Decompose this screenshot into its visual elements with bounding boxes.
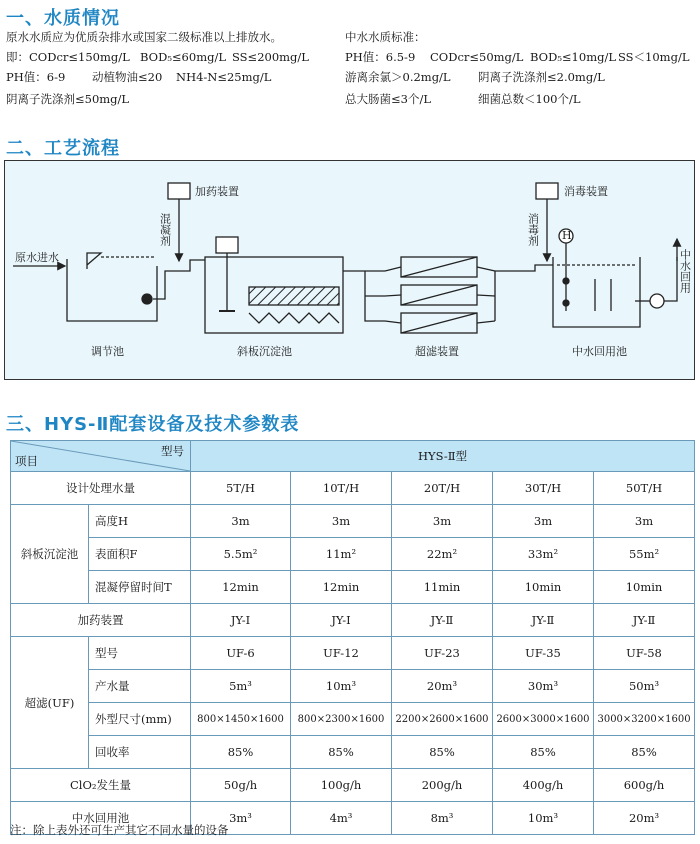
- reuse-chlorine: 游离余氯＞0.2mg/L: [345, 70, 451, 84]
- process-flow-svg: [5, 161, 696, 381]
- row-label: 设计处理水量: [11, 472, 191, 505]
- row-label: 型号: [89, 637, 191, 670]
- table-row: [11, 769, 695, 802]
- reuse-bod: BOD₅≤10mg/L: [530, 50, 616, 64]
- table-row: [11, 670, 695, 703]
- group-label-uf: 超滤(UF): [11, 637, 89, 769]
- table-row: [11, 538, 695, 571]
- reuse-cod: CODcr≤50mg/L: [430, 50, 524, 64]
- disinfect-box: [536, 183, 558, 199]
- table-row: [11, 505, 695, 538]
- table-cell: 50g/h: [191, 769, 291, 802]
- table-cell: 30m³: [493, 670, 594, 703]
- table-cell: 200g/h: [392, 769, 493, 802]
- table-cell: 4m³: [291, 802, 392, 835]
- table-cell: 10T/H: [291, 472, 392, 505]
- table-cell: UF-12: [291, 637, 392, 670]
- row-label: 加药装置: [11, 604, 191, 637]
- footnote: 注：除上表外还可生产其它不同水量的设备: [10, 823, 229, 837]
- table-cell: 20m³: [594, 802, 695, 835]
- table-cell: 5m³: [191, 670, 291, 703]
- table-cell: 10m³: [493, 802, 594, 835]
- tank1-label: 调节池: [91, 345, 124, 358]
- table-cell: 33m²: [493, 538, 594, 571]
- section-1-title: 一、水质情况: [6, 8, 120, 29]
- disinfect-device-label: 消毒装置: [564, 185, 608, 198]
- tank4-label: 中水回用池: [572, 345, 627, 358]
- header-model-name: HYS-Ⅱ型: [191, 441, 695, 472]
- table-cell: UF-23: [392, 637, 493, 670]
- table-cell: 85%: [291, 736, 392, 769]
- table-cell: 800×2300×1600: [291, 703, 392, 736]
- table-cell: UF-35: [493, 637, 594, 670]
- table-row: [11, 604, 695, 637]
- table-cell: 12min: [191, 571, 291, 604]
- table-cell: 20m³: [392, 670, 493, 703]
- table-cell: 85%: [493, 736, 594, 769]
- table-row: [11, 571, 695, 604]
- tank3-label: 超滤装置: [415, 345, 459, 358]
- raw-water-intro: 原水水质应为优质杂排水或国家二级标准以上排放水。: [6, 30, 282, 44]
- process-flow-diagram: [4, 160, 695, 380]
- table-cell: JY-Ⅱ: [392, 604, 493, 637]
- header-model-label: 型号: [161, 444, 184, 458]
- coagulant-label: 混凝剂: [158, 213, 172, 246]
- table-cell: 3m: [392, 505, 493, 538]
- group-label-settling: 斜板沉淀池: [11, 505, 89, 604]
- row-label: 表面积F: [89, 538, 191, 571]
- uf-out-pipe: [495, 265, 553, 271]
- table-cell: 2200×2600×1600: [392, 703, 493, 736]
- table-cell: 3m³: [191, 802, 291, 835]
- table-cell: 600g/h: [594, 769, 695, 802]
- table-cell: 800×1450×1600: [191, 703, 291, 736]
- table-cell: 8m³: [392, 802, 493, 835]
- adjust-tank: [67, 259, 157, 321]
- table-cell: 50T/H: [594, 472, 695, 505]
- table-cell: 2600×3000×1600: [493, 703, 594, 736]
- table-cell: 3m: [291, 505, 392, 538]
- table-row: [11, 637, 695, 670]
- reuse-ph: PH值：6.5-9: [345, 50, 416, 64]
- table-cell: 85%: [594, 736, 695, 769]
- row-label: 高度H: [89, 505, 191, 538]
- spec-table: [10, 440, 695, 835]
- pump-icon: [142, 294, 152, 304]
- reuse-out-label: 中水回用: [678, 249, 692, 293]
- inclined-plates: [249, 287, 339, 305]
- table-row: [11, 472, 695, 505]
- header-diagonal-cell: [11, 441, 191, 472]
- table-cell: 10m³: [291, 670, 392, 703]
- header-item-label: 项目: [15, 454, 38, 468]
- table-cell: UF-58: [594, 637, 695, 670]
- dosing-box: [168, 183, 190, 199]
- raw-anionic: 阴离子洗涤剂≤50mg/L: [6, 92, 130, 106]
- table-cell: 11min: [392, 571, 493, 604]
- row-label: ClO₂发生量: [11, 769, 191, 802]
- table-cell: UF-6: [191, 637, 291, 670]
- disinfectant-label: 消毒剂: [526, 213, 540, 246]
- table-cell: 85%: [191, 736, 291, 769]
- table-cell: 400g/h: [493, 769, 594, 802]
- table-cell: JY-Ⅰ: [191, 604, 291, 637]
- table-cell: 100g/h: [291, 769, 392, 802]
- table-cell: 50m³: [594, 670, 695, 703]
- reuse-riser: [664, 257, 677, 301]
- mixer-motor: [216, 237, 238, 253]
- table-row: [11, 703, 695, 736]
- row-label: 中水回用池: [11, 802, 191, 835]
- raw-nh4: NH4-N≤25mg/L: [176, 70, 272, 84]
- meter-label: H: [562, 229, 572, 242]
- row-label: 混凝停留时间T: [89, 571, 191, 604]
- table-cell: 3m: [493, 505, 594, 538]
- table-cell: 55m²: [594, 538, 695, 571]
- table-cell: 5T/H: [191, 472, 291, 505]
- reuse-bacteria: 细菌总数＜100个/L: [478, 92, 581, 106]
- row-label: 外型尺寸(mm): [89, 703, 191, 736]
- raw-ph: PH值：6-9: [6, 70, 66, 84]
- pump-pipe: [153, 260, 205, 299]
- table-cell: 10min: [594, 571, 695, 604]
- raw-ss: SS≤200mg/L: [232, 50, 309, 64]
- section-2-title: 二、工艺流程: [6, 138, 120, 159]
- table-cell: 10min: [493, 571, 594, 604]
- row-label: 回收率: [89, 736, 191, 769]
- table-cell: 30T/H: [493, 472, 594, 505]
- table-cell: 85%: [392, 736, 493, 769]
- sludge-hopper: [249, 313, 339, 323]
- raw-bod: BOD₅≤60mg/L: [140, 50, 226, 64]
- table-row: [11, 736, 695, 769]
- raw-oil: 动植物油≤20: [92, 70, 163, 84]
- reuse-anionic: 阴离子洗涤剂≤2.0mg/L: [478, 70, 605, 84]
- table-cell: 11m²: [291, 538, 392, 571]
- table-cell: 5.5m²: [191, 538, 291, 571]
- table-cell: 20T/H: [392, 472, 493, 505]
- table-cell: 3000×3200×1600: [594, 703, 695, 736]
- table-cell: 12min: [291, 571, 392, 604]
- raw-cod: 即：CODcr≤150mg/L: [6, 50, 130, 64]
- reuse-ss: SS＜10mg/L: [618, 50, 690, 64]
- reuse-std-title: 中水水质标准：: [345, 30, 426, 44]
- table-cell: 3m: [191, 505, 291, 538]
- table-cell: JY-Ⅱ: [594, 604, 695, 637]
- row-label: 产水量: [89, 670, 191, 703]
- table-header-row: [11, 441, 695, 472]
- table-cell: JY-Ⅰ: [291, 604, 392, 637]
- dosing-label: 加药装置: [195, 185, 239, 198]
- table-cell: JY-Ⅱ: [493, 604, 594, 637]
- reuse-coliform: 总大肠菌≤3个/L: [345, 92, 431, 106]
- table-cell: 3m: [594, 505, 695, 538]
- raw-in-label: 原水进水: [15, 251, 59, 264]
- tank2-label: 斜板沉淀池: [237, 345, 292, 358]
- section-3-title: 三、HYS-Ⅱ配套设备及技术参数表: [6, 414, 300, 435]
- inlet-weir: [87, 253, 101, 269]
- table-cell: 22m²: [392, 538, 493, 571]
- reuse-pump-icon: [650, 294, 664, 308]
